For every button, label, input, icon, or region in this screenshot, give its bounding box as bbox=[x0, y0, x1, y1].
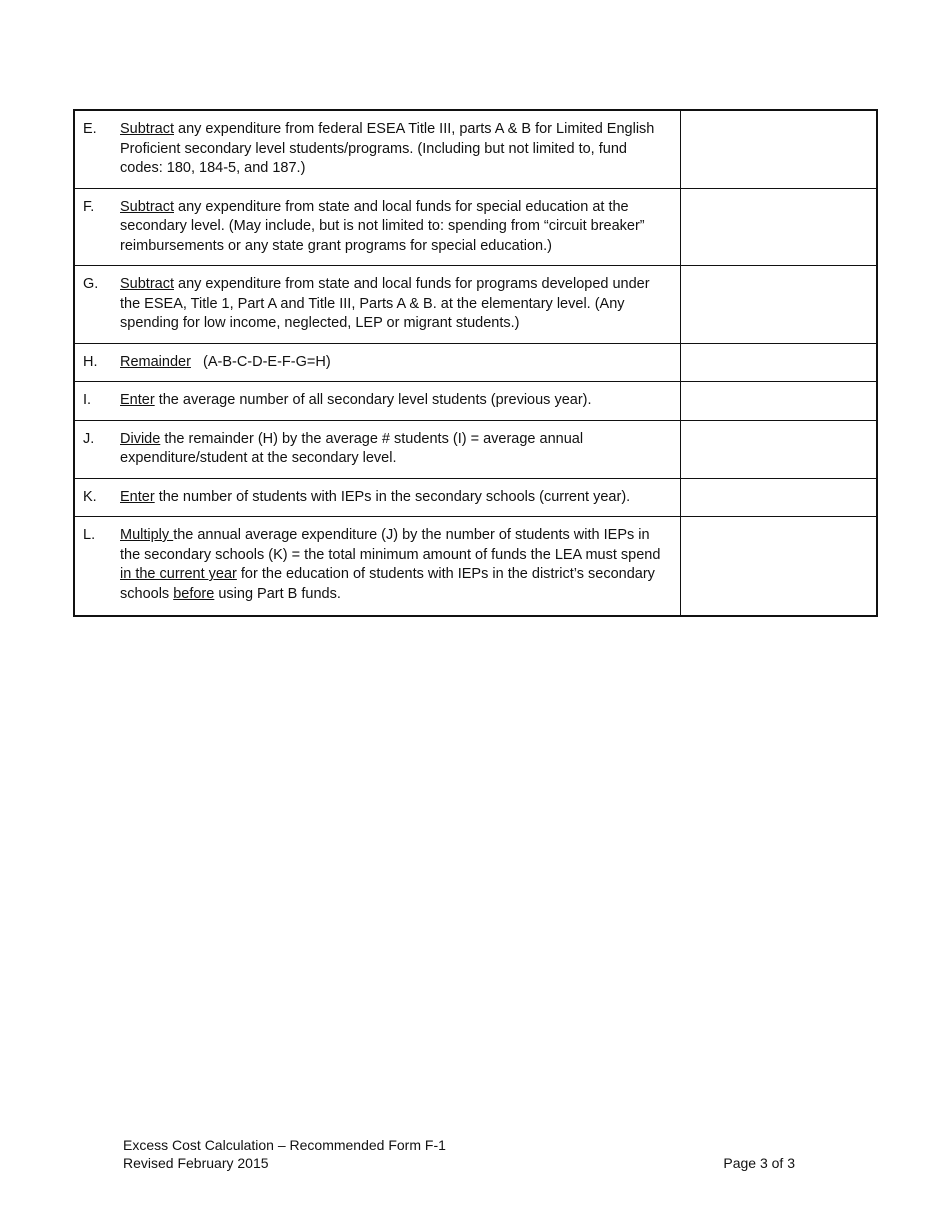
amount-field[interactable] bbox=[680, 382, 877, 421]
row-action: Subtract bbox=[120, 121, 174, 137]
row-body: the annual average expenditure (J) by the number of students with IEPs in the secondary schools (K) = the total minimum amount of funds the LEA must spend bbox=[120, 527, 661, 563]
table-row bbox=[74, 517, 877, 617]
table-row bbox=[74, 266, 877, 344]
row-action: Divide bbox=[120, 430, 161, 447]
row-body: (A-B-C-D-E-F-G=H) bbox=[190, 353, 331, 370]
amount-field[interactable] bbox=[680, 517, 877, 617]
table-row bbox=[74, 420, 877, 478]
table-row bbox=[74, 343, 877, 382]
row-action: Subtract bbox=[120, 198, 174, 215]
row-body: any expenditure from state and local funds for special education at the secondary level. (May include, but is not limited to: spending from “circuit breaker” reimbursements or any state grant programs for special education.) bbox=[120, 198, 645, 254]
page-number: Page 3 of 3 bbox=[723, 1155, 795, 1171]
page-footer bbox=[123, 1136, 795, 1172]
row-text bbox=[120, 488, 670, 508]
row-description bbox=[74, 382, 680, 421]
footer-form-title: Excess Cost Calculation – Recommended Form F-1 bbox=[123, 1137, 446, 1153]
row-text bbox=[120, 353, 670, 373]
row-description bbox=[74, 517, 680, 617]
row-description bbox=[74, 110, 680, 188]
row-letter: I. bbox=[83, 392, 92, 408]
excess-cost-form-table bbox=[73, 109, 878, 617]
row-description bbox=[74, 343, 680, 382]
row-text bbox=[120, 120, 670, 179]
row-body: the average number of all secondary level students (previous year). bbox=[154, 392, 592, 408]
row-description bbox=[74, 420, 680, 478]
row-emphasis: before bbox=[173, 585, 215, 602]
row-body: the remainder (H) by the average # students (I) = average annual expenditure/student at the secondary level. bbox=[120, 430, 584, 466]
row-action: Enter bbox=[120, 392, 155, 408]
amount-field[interactable] bbox=[680, 188, 877, 266]
row-letter: H. bbox=[83, 353, 98, 370]
amount-field[interactable] bbox=[680, 110, 877, 188]
row-description bbox=[74, 188, 680, 266]
table-row bbox=[74, 110, 877, 188]
row-letter: E. bbox=[83, 121, 97, 137]
row-action: Enter bbox=[120, 488, 155, 505]
row-text bbox=[120, 198, 670, 257]
row-letter: F. bbox=[83, 198, 95, 215]
row-body: any expenditure from federal ESEA Title III, parts A & B for Limited English Proficient secondary level students/programs. (Including but not limited to, fund codes: 180, 184-5, and 187.) bbox=[120, 121, 655, 176]
row-letter: G. bbox=[83, 276, 99, 292]
amount-field[interactable] bbox=[680, 478, 877, 517]
row-letter: L. bbox=[83, 527, 96, 543]
row-text bbox=[120, 275, 670, 334]
row-action: Multiply bbox=[120, 527, 174, 543]
row-body: using Part B funds. bbox=[214, 585, 341, 602]
row-text bbox=[120, 430, 670, 469]
table-row bbox=[74, 478, 877, 517]
footer-revised-date: Revised February 2015 bbox=[123, 1155, 269, 1171]
row-description bbox=[74, 266, 680, 344]
row-text bbox=[120, 391, 670, 411]
row-description bbox=[74, 478, 680, 517]
row-text bbox=[120, 526, 670, 604]
row-action: Subtract bbox=[120, 276, 174, 292]
row-letter: J. bbox=[83, 430, 95, 447]
table-row bbox=[74, 188, 877, 266]
amount-field[interactable] bbox=[680, 343, 877, 382]
amount-field[interactable] bbox=[680, 266, 877, 344]
table-row bbox=[74, 382, 877, 421]
row-body: the number of students with IEPs in the secondary schools (current year). bbox=[154, 488, 631, 505]
row-body: any expenditure from state and local funds for programs developed under the ESEA, Title 1, Part A and Title III, Parts A & B. at the elementary level. (Any spending for low income, neglected, LEP or migrant students.) bbox=[120, 276, 650, 331]
row-body: for the education of students with IEPs in the district’s secondary schools bbox=[120, 566, 655, 602]
amount-field[interactable] bbox=[680, 420, 877, 478]
row-action: Remainder bbox=[120, 353, 191, 370]
row-emphasis: in the current year bbox=[120, 566, 237, 582]
row-letter: K. bbox=[83, 488, 97, 505]
